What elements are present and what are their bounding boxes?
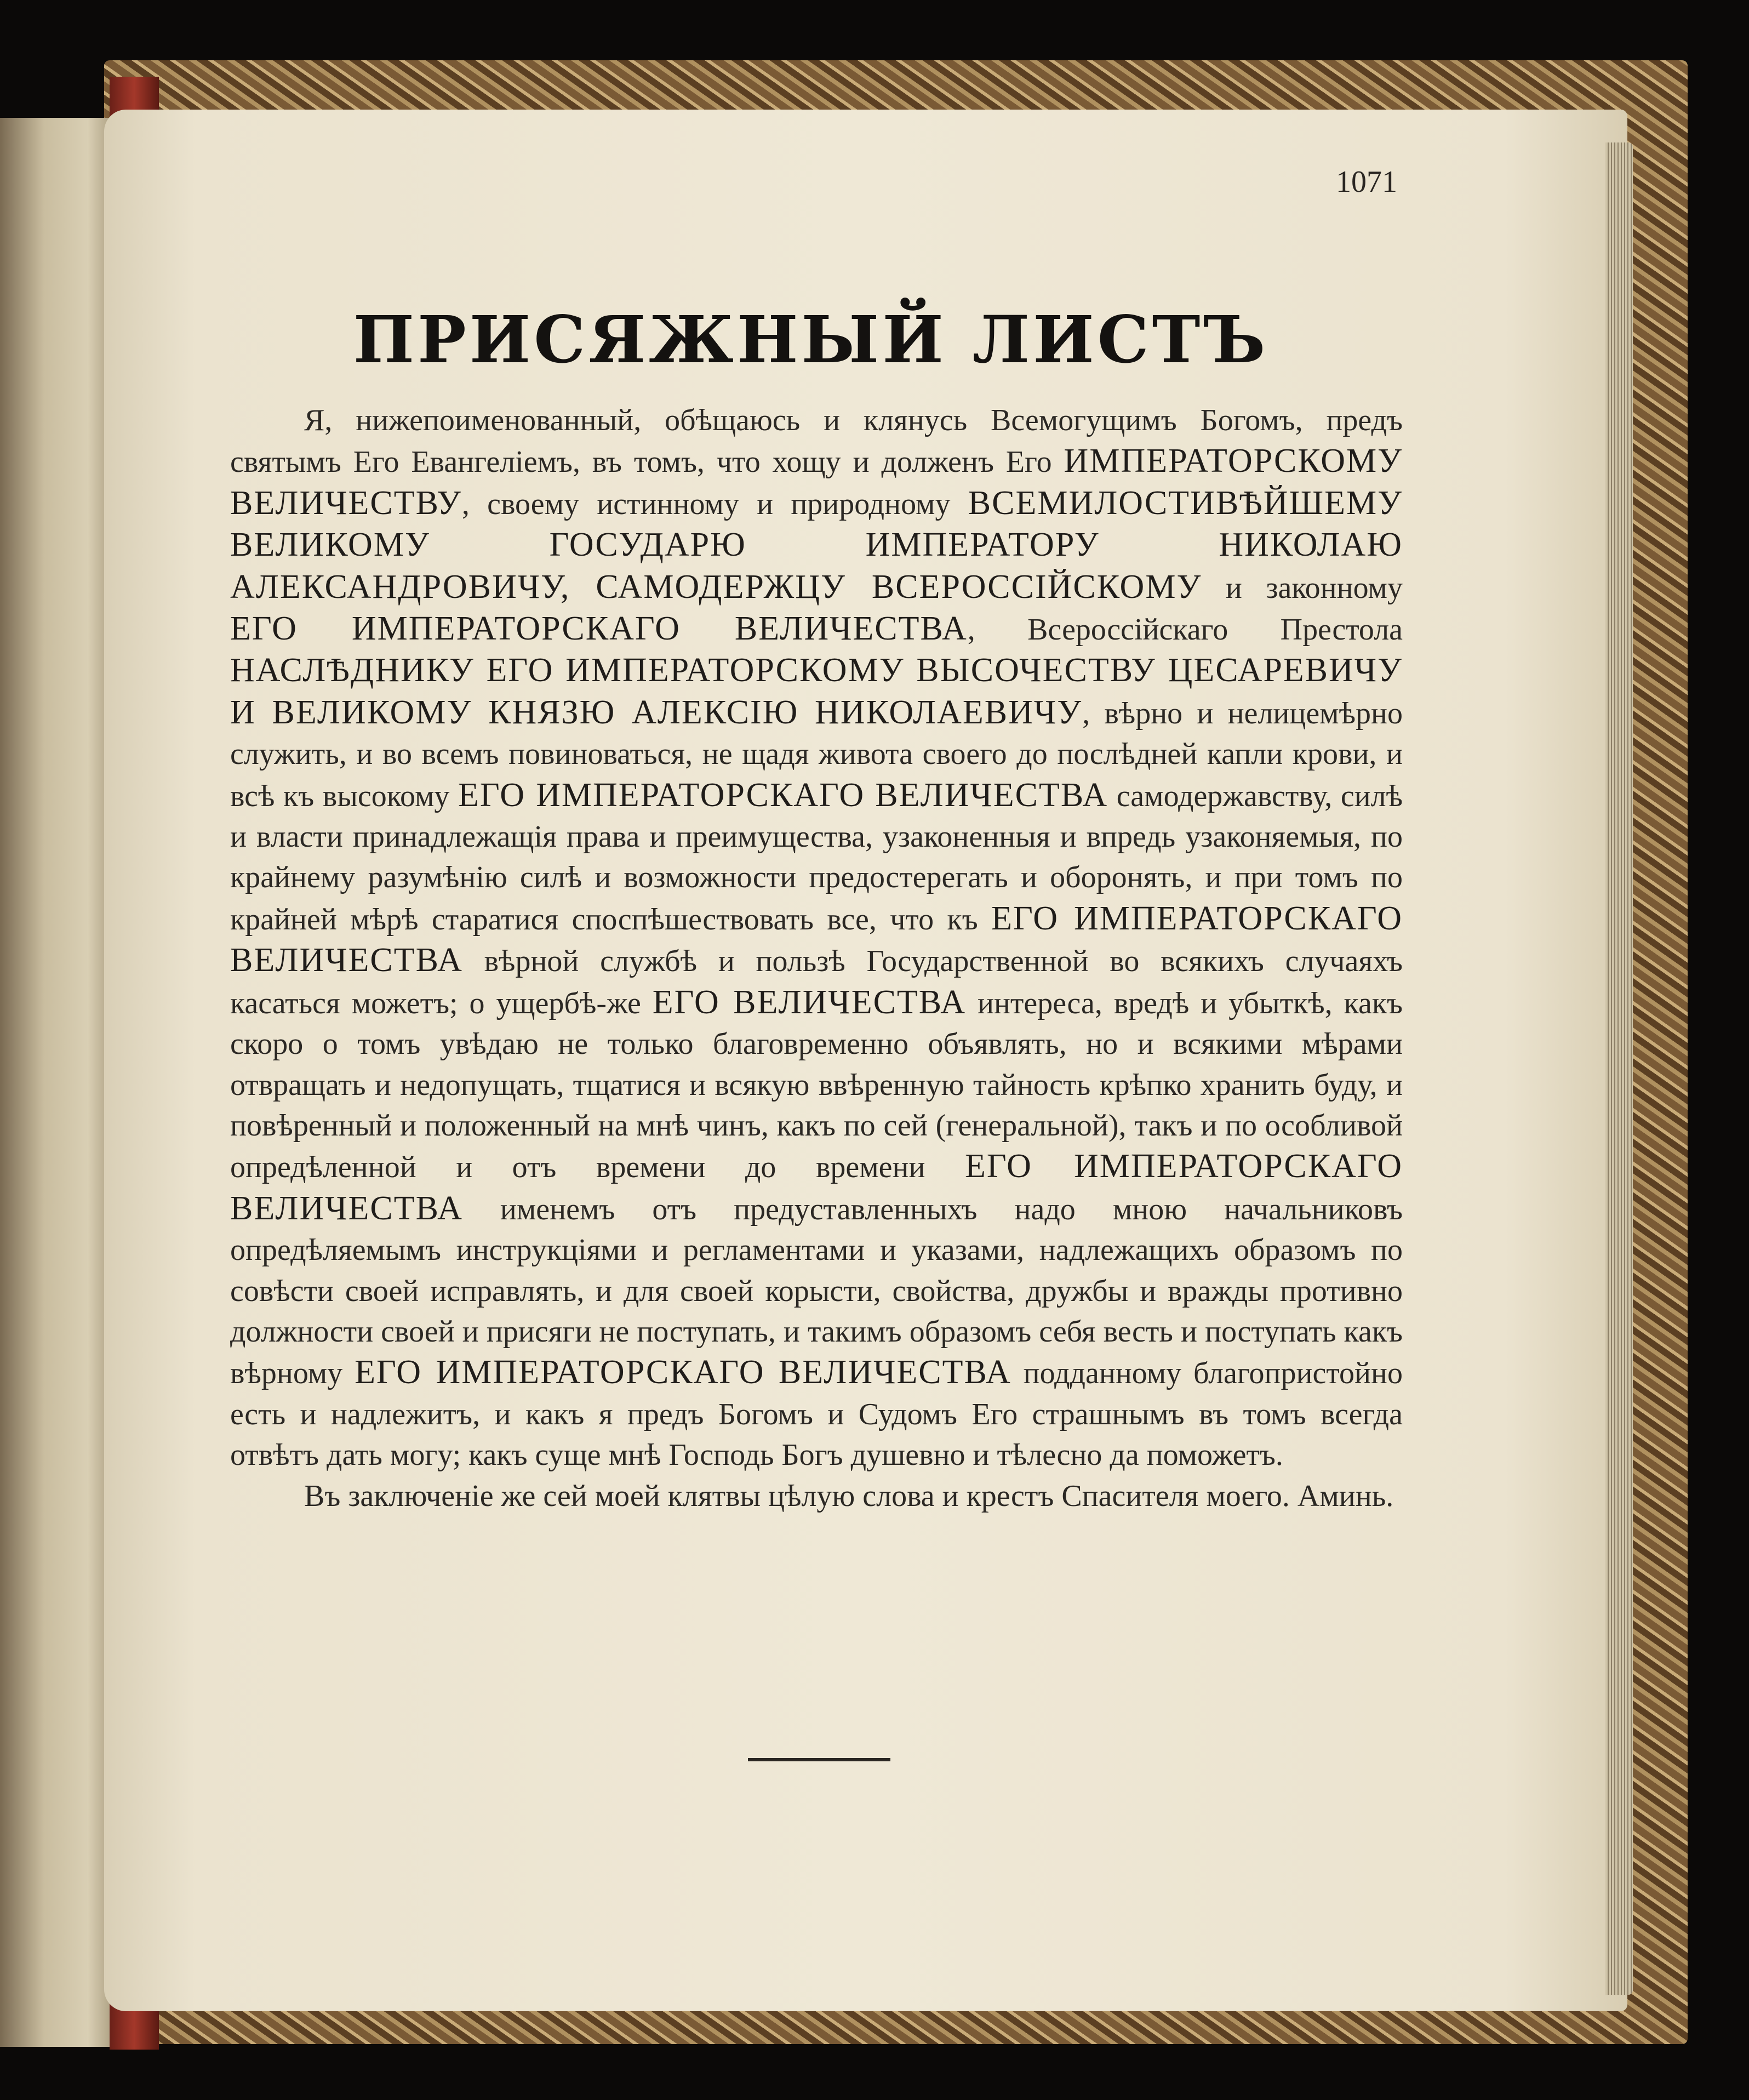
emphasized-title-text: ЕГО ИМПЕРАТОРСКАГО ВЕЛИЧЕСТВА xyxy=(458,776,1108,814)
emphasized-title-text: ИМПЕРАТОРСКОМУ ВЕЛИЧЕСТВУ xyxy=(230,442,1403,522)
emphasized-title-text: ЕГО ИМПЕРАТОРСКАГО ВЕЛИЧЕСТВА xyxy=(230,1148,1403,1227)
emphasized-title-text: ЕГО ИМПЕРАТОРСКАГО ВЕЛИЧЕСТВА xyxy=(230,610,968,648)
oath-text xyxy=(230,400,1403,1516)
paragraph-text: интереса, вредѣ и убыткѣ, какъ скоро о томъ увѣдаю не только благовременно объявлять, но и всякими мѣрами отвращать и недопущать, тщатися и всякую ввѣренную тайность крѣпко хранить буду, и повѣренный и положенный на мнѣ чинъ, какъ по сей (генеральной), такъ и по особливой опредѣленной и отъ времени до времени xyxy=(230,986,1403,1185)
page-stack-edge xyxy=(1605,142,1633,1995)
paragraph-text: , своему истинному и природному xyxy=(461,487,968,521)
closing-rule xyxy=(748,1758,890,1761)
left-page-edge xyxy=(0,118,110,2047)
paragraph-text: Я, нижепоименованный, обѣщаюсь и клянусь Всемогущимъ Богомъ, предъ святымъ Его Евангеліемъ, въ томъ, что хощу и долженъ Его xyxy=(230,403,1403,480)
page-number: 1071 xyxy=(1336,165,1397,199)
paragraph xyxy=(230,400,1403,1476)
page-title: ПРИСЯЖНЫЙ ЛИСТЪ xyxy=(353,301,1269,378)
paragraph xyxy=(230,1476,1403,1516)
emphasized-title-text: НАСЛѢДНИКУ ЕГО ИМПЕРАТОРСКОМУ ВЫСОЧЕСТВУ ЦЕСАРЕВИЧУ И ВЕЛИКОМУ КНЯЗЮ АЛЕКСІЮ НИКОЛАЕВИЧУ xyxy=(230,652,1403,731)
paragraph-text: Въ заключеніе же сей моей клятвы цѣлую слова и крестъ Спасителя моего. Аминь. xyxy=(304,1479,1394,1513)
paragraph-text: , Всероссійскаго Престола xyxy=(967,613,1403,647)
emphasized-title-text: ВСЕМИЛОСТИВѢЙШЕМУ ВЕЛИКОМУ ГОСУДАРЮ ИМПЕРАТОРУ НИКОЛАЮ АЛЕКСАНДРОВИЧУ, САМОДЕРЖЦУ ВСЕРОССІЙСКОМУ xyxy=(230,484,1403,606)
emphasized-title-text: ЕГО ИМПЕРАТОРСКАГО ВЕЛИЧЕСТВА xyxy=(355,1354,1011,1391)
paragraph-text: вѣрной службѣ и пользѣ Государственной во всякихъ случаяхъ касаться можетъ; о ущербѣ-же xyxy=(230,944,1403,1020)
paragraph-text: , вѣрно и нелицемѣрно служить, и во всемъ повиноваться, не щадя живота своего до послѣдней капли крови, и всѣ къ высокому xyxy=(230,696,1403,813)
emphasized-title-text: ЕГО ИМПЕРАТОРСКАГО ВЕЛИЧЕСТВА xyxy=(230,899,1403,979)
paragraph-text: именемъ отъ предуставленныхъ надо мною начальниковъ опредѣляемымъ инструкціями и регламентами и указами, надлежащихъ образомъ по совѣсти своей исправлять, и для своей корысти, свойства, дружбы и вражды противно должности своей и присяги не поступать, и такимъ образомъ себя весть и поступать какъ вѣрному xyxy=(230,1192,1403,1391)
paragraph-text: подданному благопристойно есть и надлежитъ, и какъ я предъ Богомъ и Судомъ Его страшнымъ въ томъ всегда отвѣтъ дать могу; какъ суще мнѣ Господь Богъ душевно и тѣлесно да поможетъ. xyxy=(230,1356,1403,1473)
paragraph-text: и законному xyxy=(1202,570,1403,605)
paragraph-text: самодержавству, силѣ и власти принадлежащія права и преимущества, узаконенныя и впредь узаконяемыя, по крайнему разумѣнію силѣ и возможности предостерегать и оборонять, и при томъ по крайней мѣрѣ старатися споспѣшествовать все, что къ xyxy=(230,779,1403,937)
emphasized-title-text: ЕГО ВЕЛИЧЕСТВА xyxy=(652,983,967,1021)
